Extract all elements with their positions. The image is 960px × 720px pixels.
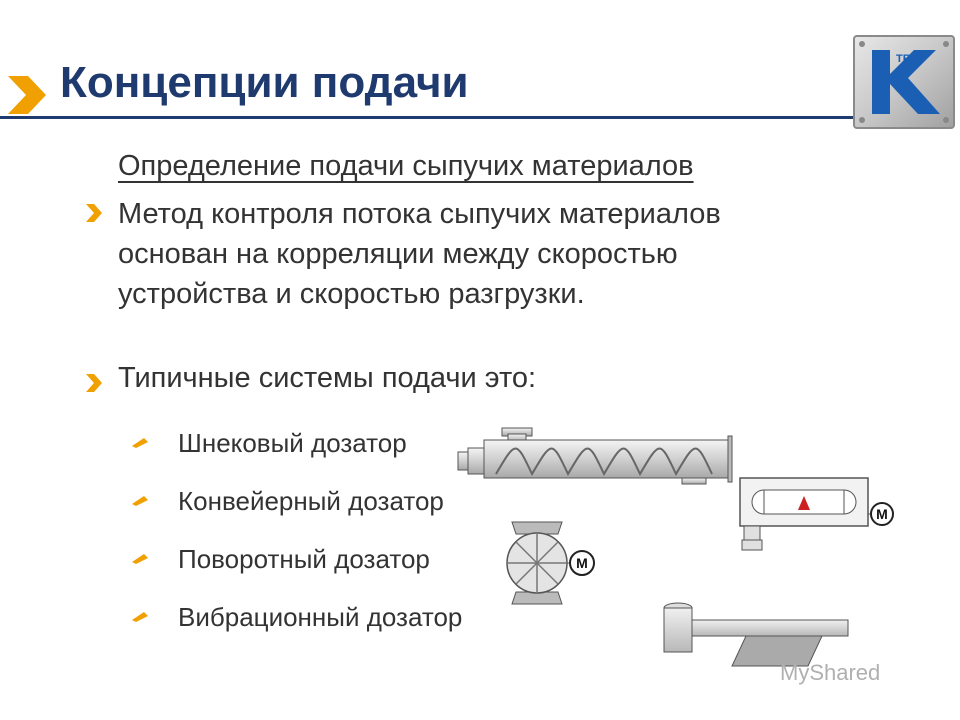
list-item-belt: Конвейерный дозатор	[178, 486, 444, 516]
list-heading: Типичные системы подачи это:	[118, 362, 537, 394]
title-chevron-icon	[4, 72, 48, 118]
list-item-screw: Шнековый дозатор	[178, 428, 407, 458]
slide-title: Концепции подачи	[60, 58, 469, 107]
screw-feeder-diagram	[456, 424, 736, 488]
bullet-chevron-icon	[84, 202, 104, 224]
dash-bullet-icon	[130, 436, 150, 448]
logo-text: TR·N	[896, 53, 923, 65]
title-divider	[0, 116, 860, 119]
list-item-vibratory: Вибрационный дозатор	[178, 602, 463, 632]
dash-bullet-icon	[130, 610, 150, 622]
watermark-text: MyShared	[780, 660, 881, 685]
belt-motor-label: M	[876, 506, 888, 522]
dash-bullet-icon	[130, 552, 150, 564]
list-item-rotary: Поворотный дозатор	[178, 544, 430, 574]
belt-feeder-diagram	[736, 474, 906, 558]
rotary-feeder-diagram	[500, 520, 600, 606]
dash-bullet-icon	[130, 494, 150, 506]
rotary-motor-label: M	[576, 555, 588, 571]
definition-paragraph: Метод контроля потока сыпучих материалов основан на корреляции между скоростью устройства и скоростью разгрузки.	[118, 198, 721, 310]
section-subtitle: Определение подачи сыпучих материалов	[118, 150, 694, 182]
bullet-chevron-icon	[84, 372, 104, 394]
ktron-logo	[852, 34, 956, 130]
